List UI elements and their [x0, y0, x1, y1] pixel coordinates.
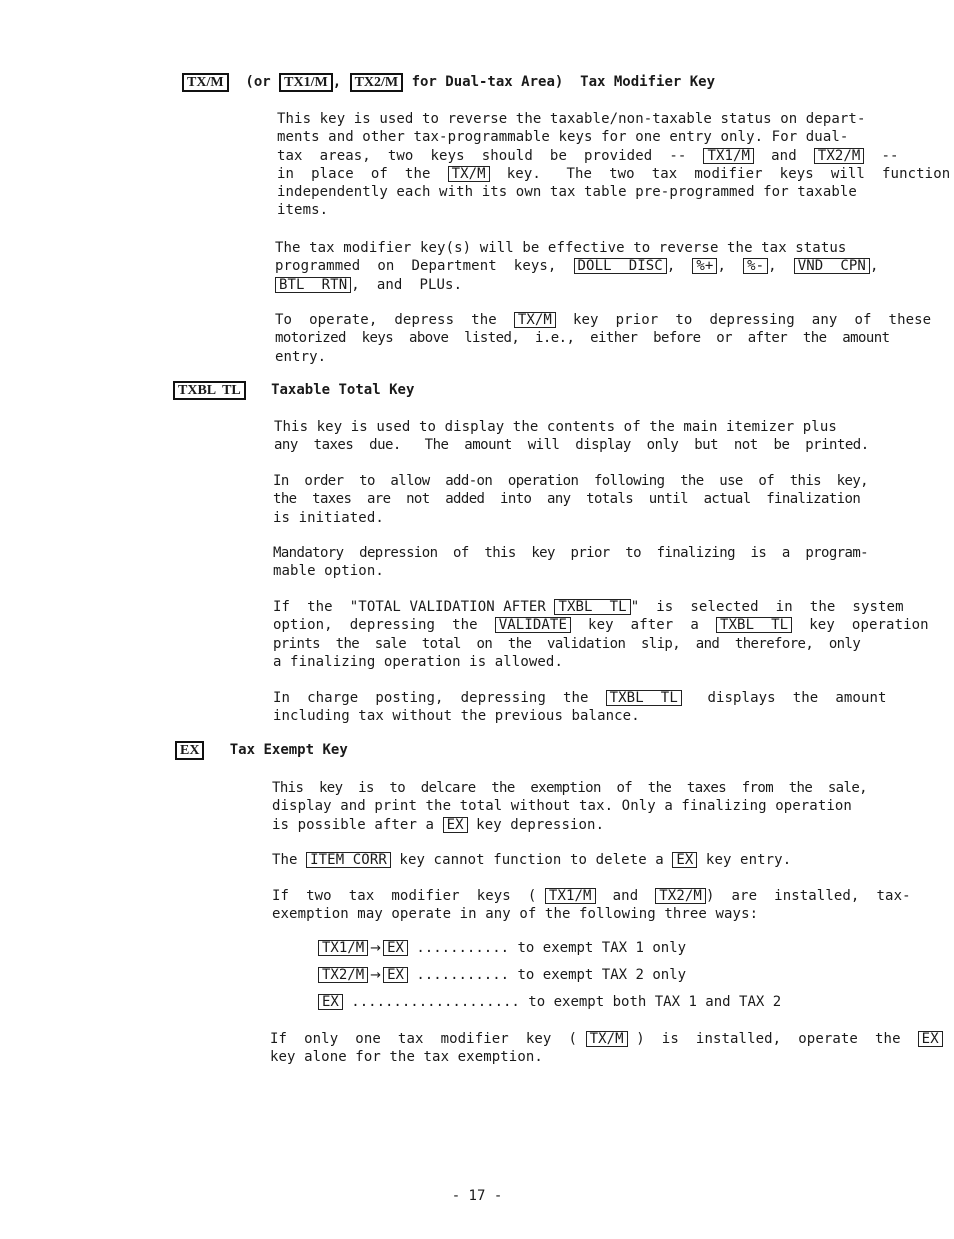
text: displays the amount	[681, 690, 887, 706]
leader-dots: ...........	[407, 940, 518, 956]
txbl-paragraph-4	[273, 598, 929, 671]
key-item-corr: ITEM CORR	[306, 852, 391, 868]
txbl-paragraph-1	[274, 418, 869, 455]
text-line: entry.	[275, 348, 327, 365]
text-line: This key is to delcare the exemption of the taxes from the sale,	[272, 780, 867, 796]
text: is possible after a	[272, 816, 443, 833]
tax-modifier-heading	[182, 73, 715, 92]
text: If the "TOTAL VALIDATION AFTER	[273, 599, 555, 615]
exemption-description: to exempt TAX 2 only	[517, 967, 687, 983]
key-btl-rtn: BTL RTN	[275, 277, 351, 293]
text-line: independently each with its own tax table pre-programmed for taxable	[277, 184, 857, 201]
ex-paragraph-4	[270, 1030, 943, 1067]
text-line: mable option.	[273, 563, 384, 580]
text-line: including tax without the previous balance.	[273, 708, 640, 725]
text: " is selected in the system	[630, 599, 904, 615]
text-line: prints the sale total on the validation slip, and therefore, only	[273, 635, 861, 652]
text: key depression.	[467, 816, 605, 833]
text-line	[273, 598, 929, 616]
key-ex: EX	[918, 1031, 943, 1047]
text-line: exemption may operate in any of the following three ways:	[272, 906, 759, 923]
text: and	[595, 888, 656, 904]
leader-dots: ....................	[342, 994, 529, 1010]
key-txm: TX/M	[182, 73, 229, 92]
text: ,	[768, 258, 794, 275]
text-line: items.	[277, 202, 329, 219]
key-ex: EX	[443, 817, 468, 833]
text-line: key alone for the tax exemption.	[270, 1049, 543, 1066]
text: ,	[717, 258, 744, 275]
text-line: ments and other tax-programmable keys for one entry only. For dual-	[277, 129, 849, 146]
text: ) are installed, tax-	[705, 888, 911, 904]
text: programmed on Department keys,	[275, 258, 574, 275]
key-ex: EX	[318, 994, 343, 1010]
txbl-paragraph-5	[273, 689, 887, 726]
text-line: the taxes are not added into any totals until actual finalization	[273, 491, 861, 508]
exemption-row-3	[318, 994, 781, 1010]
txbl-paragraph-2	[273, 472, 868, 527]
key-tx1m: TX1/M	[703, 148, 754, 164]
key-validate: VALIDATE	[495, 617, 571, 633]
exemption-row-2	[318, 967, 686, 983]
key-tx1m: TX1/M	[545, 888, 596, 904]
page-number: - 17 -	[451, 1188, 503, 1204]
text: --	[864, 147, 899, 164]
heading-or: (or	[245, 74, 280, 90]
key-doll-disc: DOLL DISC	[574, 258, 667, 274]
text-line	[273, 689, 887, 707]
leader-dots: ...........	[407, 967, 518, 983]
exemption-description: to exempt both TAX 1 and TAX 2	[528, 994, 782, 1010]
txm-paragraph-1	[277, 110, 950, 220]
text-line: display and print the total without tax. Only a finalizing operation	[272, 798, 852, 815]
ex-paragraph-1	[272, 779, 867, 834]
txbl-paragraph-3	[273, 544, 868, 581]
key-txbl-tl: TXBL TL	[173, 381, 246, 400]
text: key operation	[792, 617, 929, 634]
text-line: motorized keys above listed, i.e., either before or after the amount	[275, 330, 890, 347]
key-txm: TX/M	[448, 166, 490, 182]
key-ex: EX	[175, 741, 204, 760]
text-line	[275, 276, 878, 294]
key-ex: EX	[383, 940, 408, 956]
text: key entry.	[697, 852, 792, 868]
text: If two tax modifier keys (	[272, 888, 545, 904]
key-tx1m: TX1/M	[279, 73, 333, 92]
text-line	[272, 816, 867, 834]
heading-for-dual: for Dual-tax Area)	[411, 74, 564, 90]
key-txm: TX/M	[586, 1031, 628, 1047]
text-line: The tax modifier key(s) will be effective to reverse the tax status	[275, 240, 847, 256]
text-line: is initiated.	[273, 509, 384, 526]
key-tx2m: TX2/M	[318, 967, 368, 983]
text-line	[270, 1030, 943, 1048]
text: key prior to depressing any of these	[555, 312, 932, 328]
text-line	[275, 311, 931, 329]
key-ex: EX	[672, 852, 697, 868]
text-line	[275, 257, 878, 275]
text: ,	[869, 258, 879, 275]
text-line: Mandatory depression of this key prior to finalizing is a program-	[273, 545, 868, 561]
text-line: a finalizing operation is allowed.	[273, 653, 563, 670]
text-line	[277, 165, 950, 183]
exemption-description: to exempt TAX 1 only	[517, 940, 687, 956]
key-txm: TX/M	[514, 312, 556, 328]
tax-exempt-heading	[175, 741, 348, 760]
key-tx2m: TX2/M	[350, 73, 404, 92]
text: option, depressing the	[273, 617, 495, 634]
key-percent-plus: %+	[692, 258, 717, 274]
key-ex: EX	[383, 967, 408, 983]
text-line: In order to allow add-on operation following the use of this key,	[273, 473, 868, 489]
text-line	[272, 851, 791, 869]
text-line: any taxes due. The amount will display only but not be printed.	[274, 437, 869, 454]
txm-paragraph-3	[275, 311, 931, 366]
ex-paragraph-3	[272, 887, 911, 924]
key-txbl-tl: TXBL TL	[554, 599, 630, 615]
text: If only one tax modifier key (	[270, 1031, 586, 1047]
text: and	[754, 147, 814, 164]
text: in place of the	[277, 165, 448, 182]
heading-title: Tax Modifier Key	[580, 74, 716, 90]
txm-paragraph-2	[275, 239, 878, 294]
text: The	[272, 852, 307, 868]
text: ) is installed, operate the	[627, 1031, 918, 1047]
key-vnd-cpn: VND CPN	[794, 258, 870, 274]
exemption-row-1	[318, 940, 686, 956]
text: key. The two tax modifier keys will function	[489, 165, 951, 182]
key-percent-minus: %-	[743, 258, 768, 274]
text: In charge posting, depressing the	[273, 690, 606, 706]
text: key cannot function to delete a	[390, 852, 673, 868]
arrow-icon: →	[370, 968, 382, 983]
text-line	[272, 887, 911, 905]
text-line: This key is used to display the contents of the main itemizer plus	[274, 419, 837, 435]
key-txbl-tl: TXBL TL	[606, 690, 682, 706]
heading-title: Tax Exempt Key	[229, 742, 348, 758]
text-line	[273, 616, 929, 634]
arrow-icon: →	[370, 941, 382, 956]
key-tx2m: TX2/M	[814, 148, 865, 164]
text: key after a	[570, 617, 716, 634]
text-line	[277, 147, 950, 165]
heading-title: Taxable Total Key	[271, 382, 415, 398]
ex-paragraph-2	[272, 851, 791, 869]
text: ,	[666, 258, 693, 275]
heading-comma: ,	[332, 74, 342, 90]
text: To operate, depress the	[275, 312, 514, 328]
text-line: This key is used to reverse the taxable/non-taxable status on depart-	[277, 111, 866, 127]
text: tax areas, two keys should be provided --	[277, 147, 704, 164]
taxable-total-heading	[173, 381, 414, 400]
text: , and PLUs.	[351, 276, 463, 293]
key-txbl-tl: TXBL TL	[716, 617, 792, 633]
key-tx2m: TX2/M	[655, 888, 706, 904]
key-tx1m: TX1/M	[318, 940, 368, 956]
